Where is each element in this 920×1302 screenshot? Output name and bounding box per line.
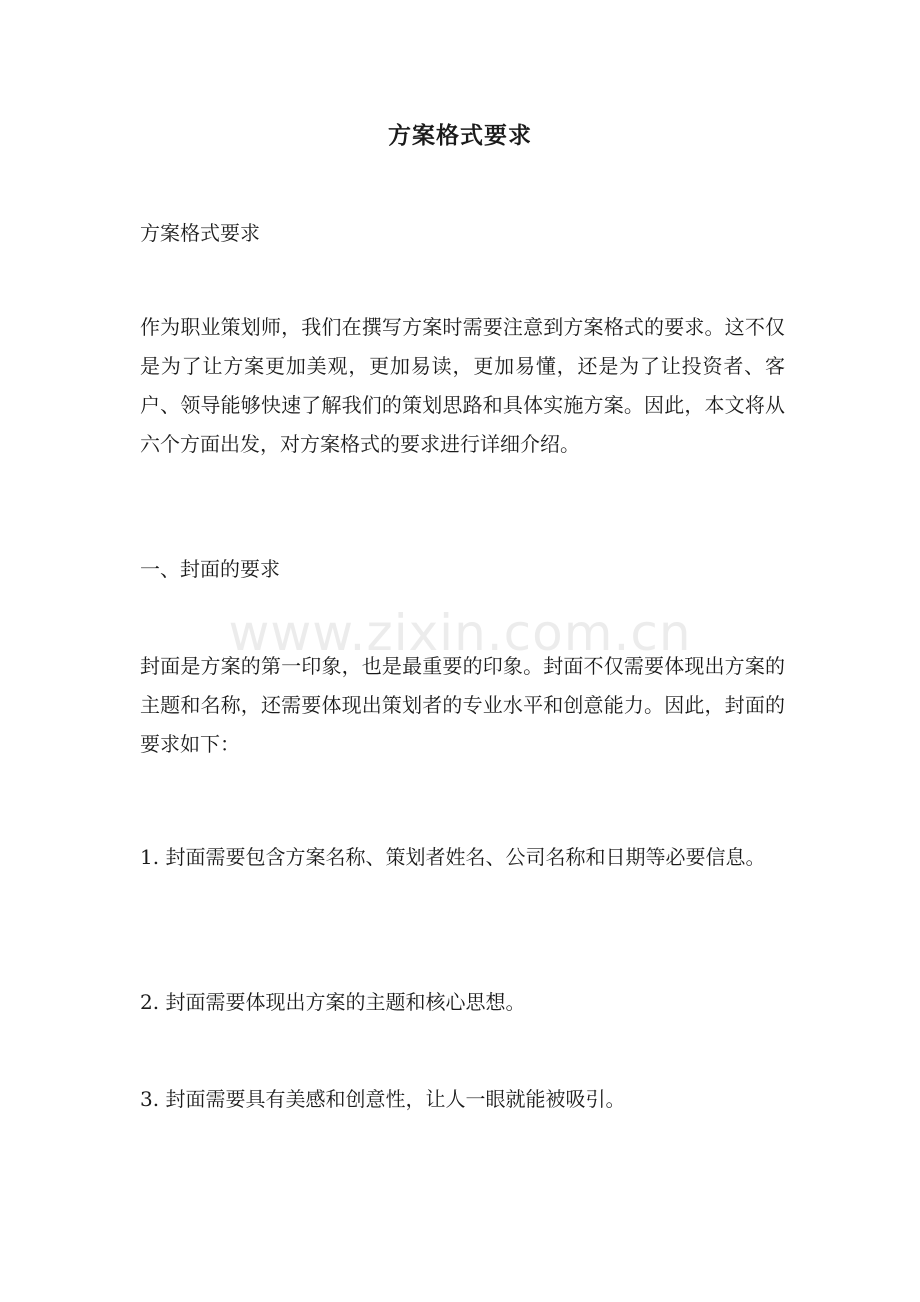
subtitle: 方案格式要求 <box>140 221 260 245</box>
intro-paragraph: 作为职业策划师，我们在撰写方案时需要注意到方案格式的要求。这不仅是为了让方案更加美观，更加易读，更加易懂，还是为了让投资者、客户、领导能够快速了解我们的策划思路和具体实施方案。因此，本文将从六个方面出发，对方案格式的要求进行详细介绍。 <box>140 315 785 456</box>
list-item: 3. 封面需要具有美感和创意性，让人一眼就能被吸引。 <box>140 1087 626 1111</box>
section-heading-cover: 一、封面的要求 <box>140 557 280 581</box>
document-title: 方案格式要求 <box>388 122 532 149</box>
list-item: 2. 封面需要体现出方案的主题和核心思想。 <box>140 990 526 1014</box>
list-item: 1. 封面需要包含方案名称、策划者姓名、公司名称和日期等必要信息。 <box>140 845 766 869</box>
watermark-text: www.zixin.com.cn <box>228 604 692 662</box>
section-body-cover: 封面是方案的第一印象，也是最重要的印象。封面不仅需要体现出方案的主题和名称，还需要体现出策划者的专业水平和创意能力。因此，封面的要求如下： <box>140 654 785 756</box>
